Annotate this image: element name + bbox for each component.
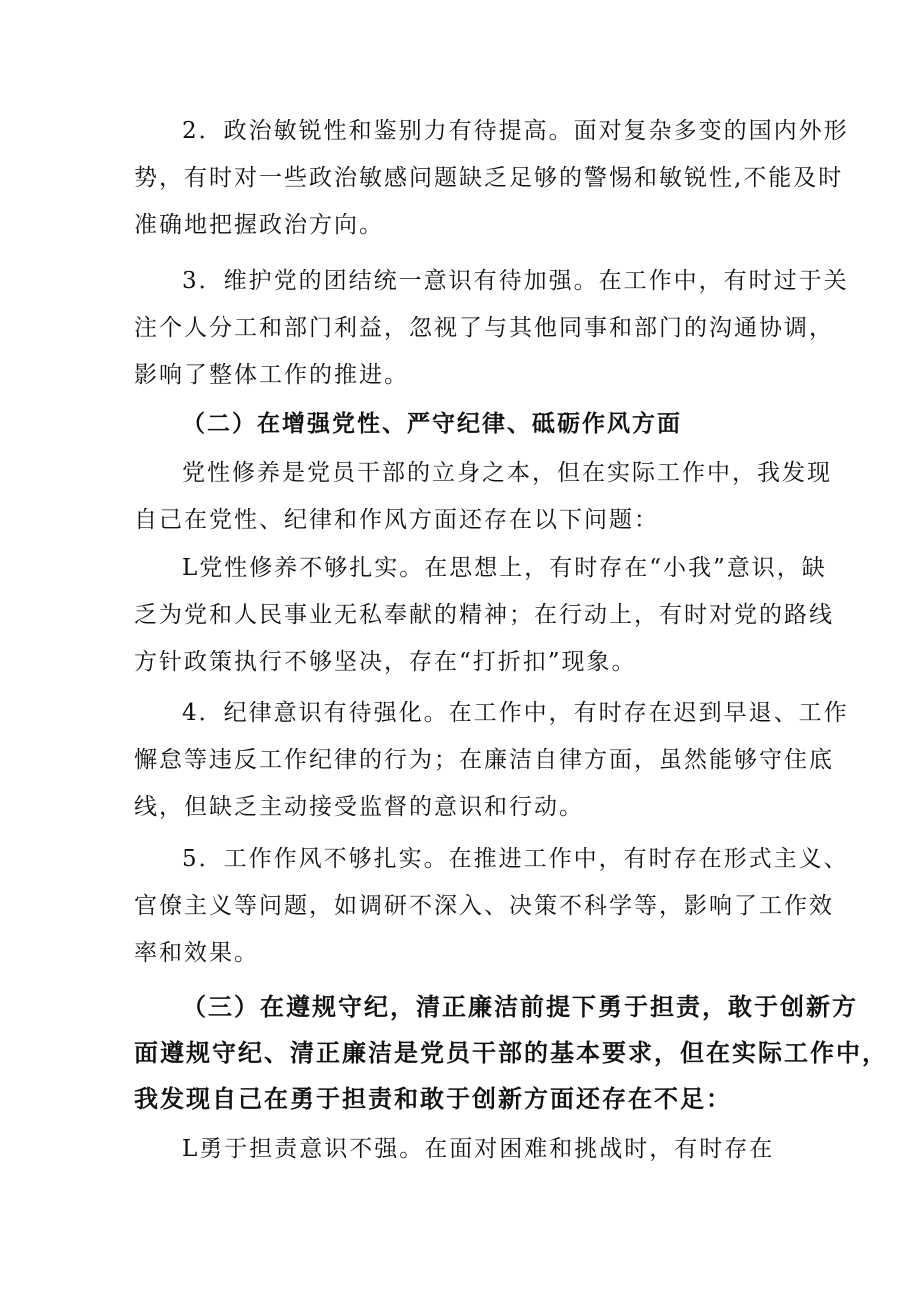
text-line: 乏为党和人民事业无私奉献的精神；在行动上，有时对党的路线 [134,602,834,628]
heading-line: 面遵规守纪、清正廉洁是党员干部的基本要求，但在实际工作中， [134,1038,888,1067]
text-line: 4．纪律意识有待强化。在工作中，有时存在迟到早退、工作 [182,700,849,726]
paragraph-work-style [134,836,849,977]
text-line: 官僚主义等问题，如调研不深入、决策不科学等，影响了工作效 [134,893,834,919]
heading-line: （三）在遵规守纪，清正廉洁前提下勇于担责，敢于创新方 [182,992,858,1021]
text-line: 准确地把握政治方向。 [134,212,384,238]
heading-line: 我发现自己在勇于担责和敢于创新方面还存在不足： [134,1084,732,1113]
text-line: 5．工作作风不够扎实。在推进工作中，有时存在形式主义、 [182,846,849,872]
text-line: L勇于担责意识不强。在面对困难和挑战时，有时存在 [182,1136,775,1162]
text-line: 3．维护党的团结统一意识有待加强。在工作中，有时过于关 [182,268,849,294]
text-line: 懈怠等违反工作纪律的行为；在廉洁自律方面，虽然能够守住底 [134,747,834,773]
text-line: 势，有时对一些政治敏感问题缺乏足够的警惕和敏锐性,不能及时 [134,165,844,191]
text-line: 率和效果。 [134,940,259,966]
section-heading-2 [134,400,794,447]
text-line: 注个人分工和部门利益，忽视了与其他同事和部门的沟通协调， [134,315,834,341]
paragraph-political-sensitivity [134,108,849,249]
heading-line: （二）在增强党性、严守纪律、砥砺作风方面 [182,410,682,437]
text-line: 自己在党性、纪律和作风方面还存在以下问题： [134,507,659,533]
text-line: 方针政策执行不够坚决，存在“打折扣”现象。 [134,649,637,675]
paragraph-party-unity [134,258,849,399]
paragraph-intro-2 [134,450,832,544]
text-line: 线，但缺乏主动接受监督的意识和行动。 [134,794,584,820]
text-line: 2．政治敏锐性和鉴别力有待提高。面对复杂多变的国内外形 [182,118,849,144]
text-line: 党性修养是党员干部的立身之本，但在实际工作中，我发现 [182,460,832,486]
text-line: 影响了整体工作的推进。 [134,362,409,388]
text-line: L党性修养不够扎实。在思想上，有时存在“小我”意识，缺 [182,555,827,581]
paragraph-discipline [134,690,849,831]
paragraph-party-spirit [134,545,834,686]
paragraph-responsibility [134,1126,794,1173]
section-heading-3 [134,984,888,1122]
